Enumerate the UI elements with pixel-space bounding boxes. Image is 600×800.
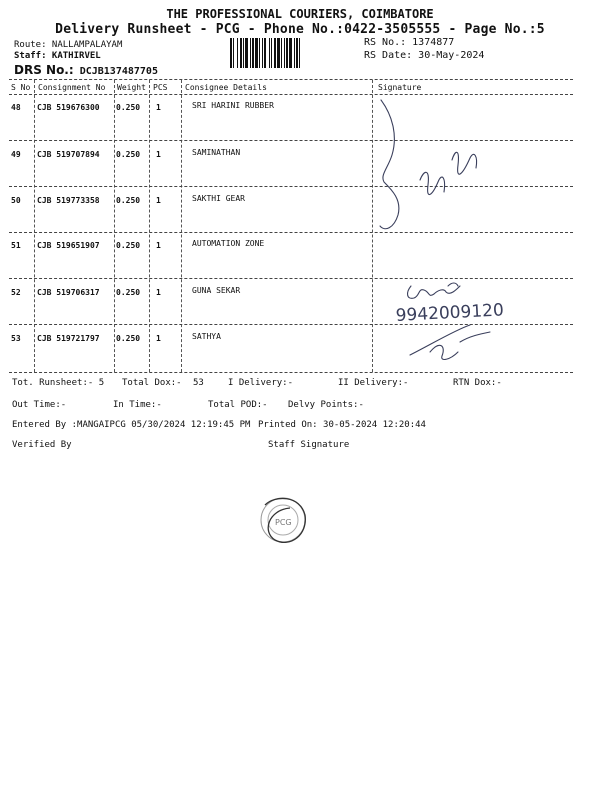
- row-weight: 0.250: [116, 103, 141, 112]
- row-sno: 52: [11, 288, 21, 297]
- delvy-points: Delvy Points:-: [288, 400, 364, 410]
- out-time: Out Time:-: [12, 400, 67, 410]
- row-sno: 51: [11, 241, 21, 250]
- row-sno: 49: [11, 150, 21, 159]
- row-pcs: 1: [156, 103, 161, 112]
- drs-value: DCJB137487705: [79, 66, 158, 77]
- in-time: In Time:-: [113, 400, 162, 410]
- row-consignee: SATHYA: [192, 332, 221, 341]
- company-name: THE PROFESSIONAL COURIERS, COIMBATORE: [166, 7, 434, 21]
- total-dox-value: 53: [193, 378, 204, 388]
- drs-label: DRS No.:: [14, 63, 74, 77]
- tot-runsheet: Tot. Runsheet:- 5: [12, 378, 105, 388]
- col-header-pcs: PCS: [153, 83, 168, 92]
- row-consignment: CJB 519651907: [37, 241, 100, 250]
- row-consignment: CJB 519721797: [37, 334, 100, 343]
- i-delivery: I Delivery:-: [228, 378, 294, 388]
- row-pcs: 1: [156, 334, 161, 343]
- row-consignee: AUTOMATION ZONE: [192, 239, 265, 248]
- col-header-consignee: Consignee Details: [185, 83, 267, 92]
- total-pod: Total POD:-: [208, 400, 268, 410]
- rs-number: RS No.: 1374877: [364, 37, 455, 48]
- row-weight: 0.250: [116, 334, 141, 343]
- col-header-consignment: Consignment No: [38, 83, 106, 92]
- printed-on: Printed On: 30-05-2024 12:20:44: [258, 420, 426, 430]
- row-weight: 0.250: [116, 196, 141, 205]
- col-header-weight: Weight: [117, 83, 146, 92]
- route-label: Route: NALLAMPALAYAM: [14, 40, 123, 50]
- row-consignee: SAKTHI GEAR: [192, 194, 245, 203]
- total-dox-label: Total Dox:-: [122, 378, 182, 388]
- row-sno: 50: [11, 196, 21, 205]
- col-header-sno: S No: [11, 83, 31, 92]
- row-consignee: SAMINATHAN: [192, 148, 241, 157]
- handwritten-phone: 9942009120: [395, 300, 505, 326]
- row-consignment: CJB 519676300: [37, 103, 100, 112]
- row-sno: 53: [11, 334, 21, 343]
- row-pcs: 1: [156, 241, 161, 250]
- row-sno: 48: [11, 103, 21, 112]
- stamp-text: PCG: [275, 518, 292, 527]
- row-weight: 0.250: [116, 150, 141, 159]
- runsheet-title: Delivery Runsheet - PCG - Phone No.:0422-3505555 - Page No.:5: [55, 22, 545, 37]
- row-pcs: 1: [156, 288, 161, 297]
- entered-by: Entered By :MANGAIPCG 05/30/2024 12:19:45 PM: [12, 420, 251, 430]
- rs-date: RS Date: 30-May-2024: [364, 50, 485, 61]
- row-weight: 0.250: [116, 288, 141, 297]
- staff-label: Staff: KATHIRVEL: [14, 51, 101, 61]
- verified-by: Verified By: [12, 440, 72, 450]
- row-consignment: CJB 519707894: [37, 150, 100, 159]
- row-consignment: CJB 519773358: [37, 196, 100, 205]
- row-pcs: 1: [156, 196, 161, 205]
- row-consignee: GUNA SEKAR: [192, 286, 241, 295]
- row-weight: 0.250: [116, 241, 141, 250]
- row-consignment: CJB 519706317: [37, 288, 100, 297]
- staff-signature-label: Staff Signature: [268, 440, 350, 450]
- row-pcs: 1: [156, 150, 161, 159]
- ii-delivery: II Delivery:-: [338, 378, 409, 388]
- row-consignee: SRI HARINI RUBBER: [192, 101, 274, 110]
- col-header-signature: Signature: [378, 83, 422, 92]
- rtn-dox: RTN Dox:-: [453, 378, 502, 388]
